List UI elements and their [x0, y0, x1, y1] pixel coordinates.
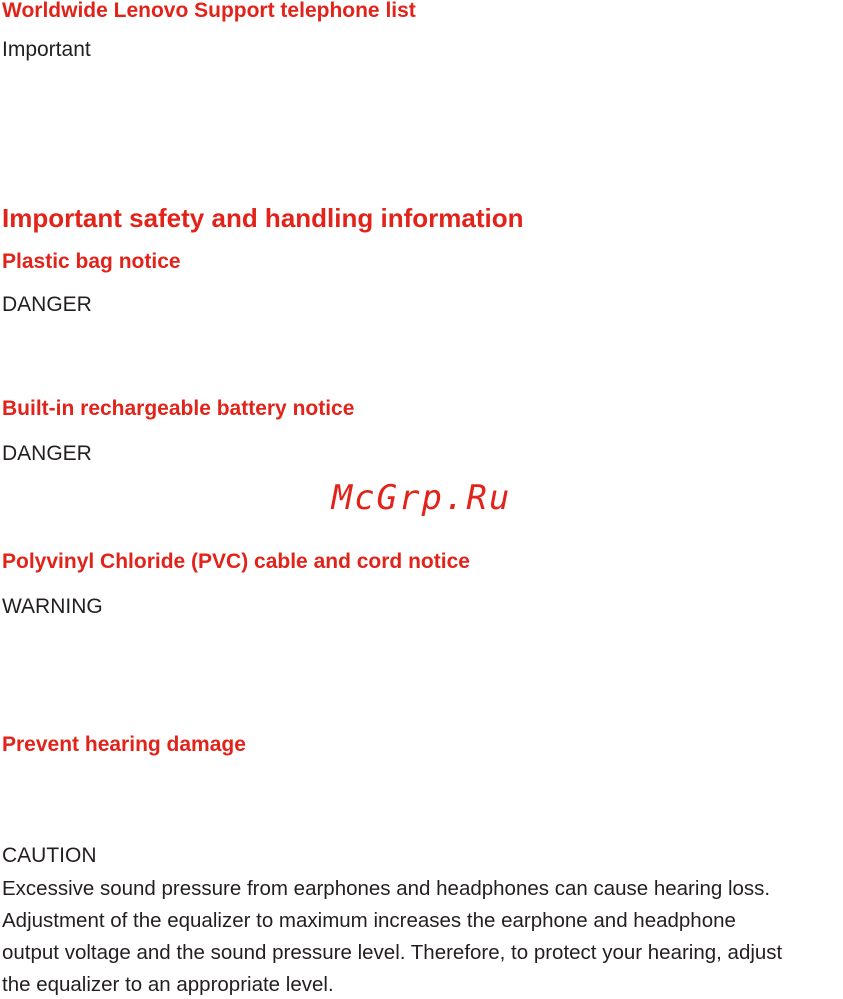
heading-support-telephone-list: Worldwide Lenovo Support telephone list — [2, 0, 416, 22]
watermark-text: McGrp.Ru — [331, 478, 512, 518]
heading-plastic-bag-notice: Plastic bag notice — [2, 250, 181, 273]
label-danger-battery: DANGER — [2, 442, 92, 465]
caution-text-line: Adjustment of the equalizer to maximum increases the earphone and headphone — [2, 909, 736, 932]
heading-safety-handling: Important safety and handling information — [2, 203, 524, 233]
label-danger-plastic-bag: DANGER — [2, 293, 92, 316]
caution-text-line: output voltage and the sound pressure level. Therefore, to protect your hearing, adjust — [2, 941, 783, 964]
label-important: Important — [2, 38, 91, 61]
heading-pvc-notice: Polyvinyl Chloride (PVC) cable and cord notice — [2, 550, 470, 573]
heading-hearing-damage: Prevent hearing damage — [2, 733, 246, 756]
caution-text-line: Excessive sound pressure from earphones and headphones can cause hearing loss. — [2, 877, 771, 900]
label-warning-pvc: WARNING — [2, 595, 103, 618]
caution-text-line: the equalizer to an appropriate level. — [2, 973, 334, 996]
heading-battery-notice: Built-in rechargeable battery notice — [2, 397, 355, 420]
label-caution: CAUTION — [2, 844, 97, 867]
